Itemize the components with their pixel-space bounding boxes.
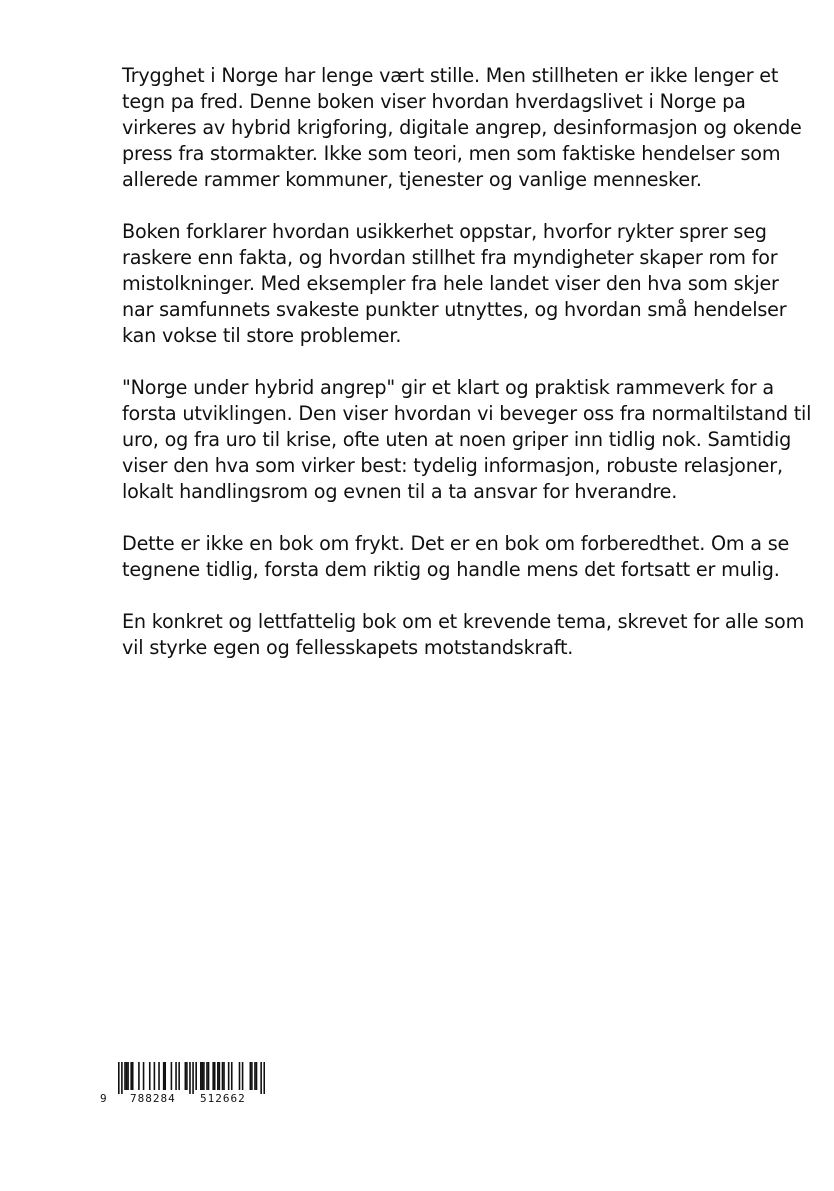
barcode-bar: [214, 1062, 216, 1090]
barcode-bar: [178, 1062, 180, 1090]
barcode-bar: [186, 1062, 188, 1090]
barcode-bar: [206, 1062, 208, 1090]
barcode-bar: [256, 1062, 258, 1090]
barcode-bar: [132, 1062, 134, 1090]
barcode-digit-first: 9: [100, 1092, 108, 1105]
barcode-bar: [242, 1062, 244, 1090]
barcode-bar: [154, 1062, 156, 1090]
barcode-bar: [189, 1062, 191, 1094]
barcode-bar: [126, 1062, 128, 1090]
isbn-barcode: [100, 1062, 280, 1110]
blurb-paragraph-2: Boken forklarer hvordan usikkerhet oppstar, hvorfor rykter sprer seg raskere enn fakta, og hvordan stillhet fra myndigheter skaper rom for mistolkninger. Med eksempler fra hele landet viser den hva som skjer nar samfunnets svakeste punkter utnyttes, og hvordan små hendelser kan vokse til store problemer.: [122, 220, 787, 347]
barcode-bar: [202, 1062, 204, 1090]
barcode-bar: [217, 1062, 219, 1090]
barcode-bar: [254, 1062, 256, 1090]
barcode-bar: [163, 1062, 165, 1090]
barcode-digits-right: 512662: [200, 1092, 246, 1105]
barcode-bar: [143, 1062, 145, 1090]
barcode-bar: [223, 1062, 225, 1090]
barcode-bar: [130, 1062, 132, 1090]
blurb-paragraph-3: "Norge under hybrid angrep" gir et klart og praktisk rammeverk for a forsta utviklingen. Den viser hvordan vi beveger oss fra normaltilstand til uro, og fra uro til krise, ofte uten at noen griper inn tidlig nok. Samtidig viser den hva som virker best: tydelig informasjon, robuste relasjoner, lokalt handlingsrom og evnen til a ta ansvar for hverandre.: [122, 376, 812, 503]
barcode-bar: [121, 1062, 123, 1094]
barcode-bar: [228, 1062, 230, 1090]
barcode-bar: [203, 1062, 205, 1090]
barcode-bar: [185, 1062, 187, 1090]
barcode-bar: [164, 1062, 166, 1090]
barcode-bar: [219, 1062, 221, 1090]
barcode-bar: [231, 1062, 233, 1090]
barcode-bar: [251, 1062, 253, 1090]
barcode-digits-left: 788284: [130, 1092, 176, 1105]
barcode-bar: [138, 1062, 140, 1090]
blurb-text: [122, 63, 812, 687]
blurb-paragraph-4: Dette er ikke en bok om frykt. Det er en bok om forberedthet. Om a se tegnene tidlig, forsta dem riktig og handle mens det fortsatt er mulig.: [122, 532, 790, 581]
blurb-paragraph-5: En konkret og lettfattelig bok om et krevende tema, skrevet for alle som vil styrke egen og fellesskapets motstandskraft.: [122, 610, 805, 659]
barcode-bar: [208, 1062, 210, 1090]
barcode-bar: [250, 1062, 252, 1090]
barcode-bar: [222, 1062, 224, 1090]
barcode-bar: [171, 1062, 173, 1090]
barcode-bar: [118, 1062, 120, 1094]
barcode-bar: [192, 1062, 194, 1094]
barcode-bar: [149, 1062, 151, 1090]
blurb-paragraph-1: Trygghet i Norge har lenge vært stille. Men stillheten er ikke lenger et tegn pa fred. Denne boken viser hvordan hverdagslivet i Norge pa virkeres av hybrid krigforing, digitale angrep, desinformasjon og okende press fra stormakter. Ikke som teori, men som faktiske hendelser som allerede rammer kommuner, tjenester og vanlige mennesker.: [122, 64, 802, 191]
barcode-bar: [127, 1062, 129, 1090]
barcode-bar: [200, 1062, 202, 1090]
barcode-bar: [212, 1062, 214, 1090]
barcode-bar: [260, 1062, 262, 1094]
barcode-bar: [195, 1062, 197, 1090]
barcode-bars: [118, 1062, 265, 1094]
barcode-bar: [158, 1062, 160, 1090]
barcode-bar: [175, 1062, 177, 1090]
barcode-bar: [239, 1062, 241, 1090]
barcode-bar: [124, 1062, 126, 1090]
barcode-bar: [263, 1062, 265, 1094]
